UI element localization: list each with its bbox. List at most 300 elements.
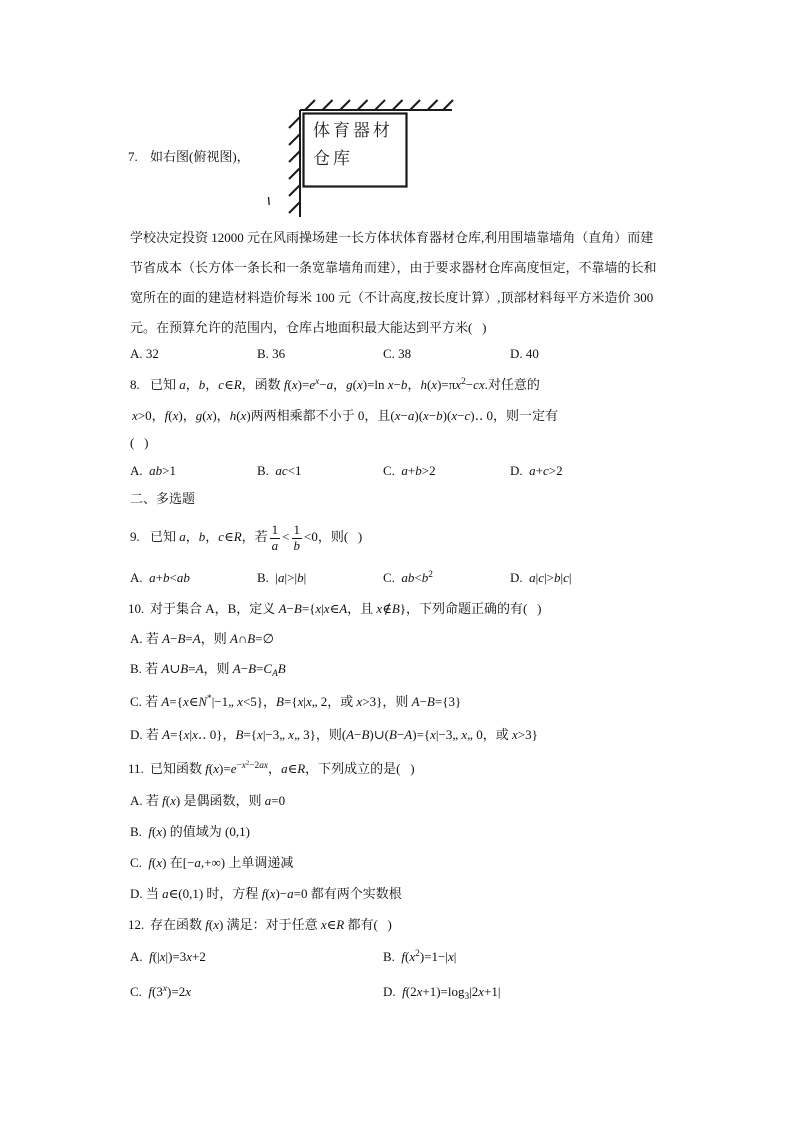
text-run: D. [510,570,530,585]
math-variable: A [272,668,278,679]
math-variable: g [195,408,203,423]
math-variable: a [179,377,186,392]
math-variable: x [213,917,220,932]
math-variable: x [387,377,394,392]
question-12-option-a [130,947,206,967]
text-run: − [236,760,242,771]
question-11-number: 11. [128,761,144,776]
math-variable: x [288,727,295,742]
math-variable: b [421,570,429,585]
math-variable: B [235,727,244,742]
text-run: ∈ [326,917,337,932]
math-variable: b [198,529,206,544]
math-variable: x [305,694,312,709]
math-variable: b [198,377,206,392]
text-run: ) 的值域为 (0,1) [162,824,250,839]
question-12-option-c [130,982,191,1002]
math-variable: a [149,570,156,585]
text-run: ‥ 0}， [197,727,236,742]
fraction-numerator [270,523,281,539]
question-11-option-d [130,884,402,904]
text-run: | [535,570,539,585]
math-variable: B [293,601,302,616]
text-run: B. [130,824,149,839]
text-run: * [207,693,212,704]
question-11-option-b [130,822,250,842]
text-run: )=π [437,377,456,392]
text-run: D. 若 [130,727,163,742]
stray-tick-mark [269,197,270,205]
math-variable: x [206,408,213,423]
text-run: )= [219,761,231,776]
text-run: ， [205,529,219,544]
text-run: = [185,631,193,646]
math-variable: x [240,408,247,423]
math-variable: B [277,661,286,676]
text-run: ) 满足：对于任意 [219,917,321,932]
math-variable: b [293,537,301,553]
text-run: |2 [469,984,479,999]
math-variable: x [315,601,322,616]
text-run: ) 在[− [162,855,195,870]
text-run: − [396,727,405,742]
question-12-option-b [383,947,456,967]
question-10-stem-text [150,601,541,616]
text-run: − [457,408,465,423]
text-run: ( ) [130,435,149,450]
text-run: ， [185,529,199,544]
text-run: „ 0，或 [467,727,512,742]
math-variable: x [416,984,423,999]
question-7-option-b: B. 36 [257,346,286,361]
question-8-option-d [510,461,563,481]
text-run: 已知 [150,377,180,392]
text-run: 2 [428,569,433,580]
math-variable: c [542,463,549,478]
text-run: B. [383,949,402,964]
text-run: < [169,570,177,585]
math-variable: a [281,761,288,776]
text-run: ( [168,408,173,423]
math-variable: x [409,949,416,964]
text-run: ∈ [329,601,340,616]
text-run: = [188,661,196,676]
text-run: ={ [170,727,184,742]
math-variable: f [402,984,406,999]
text-run: (2 [405,984,417,999]
text-run: − [400,408,408,423]
math-variable: a [326,377,334,392]
text-run: 1 [271,521,279,537]
question-10-option-b [130,659,286,679]
text-run: ( [405,949,410,964]
text-run: >3}，则 [362,694,412,709]
math-variable: x [159,949,166,964]
text-run: |)=3 [165,949,187,964]
math-variable: B [180,661,189,676]
text-run: 已知 [150,529,180,544]
text-run: ( [265,886,270,901]
text-run: ∈ [224,377,234,392]
text-run: ={3} [434,694,462,709]
text-run: ∪ [169,661,181,676]
math-variable: ab [149,463,163,478]
text-run: )， [212,408,230,423]
math-variable: x [315,376,320,387]
math-variable: x [511,727,518,742]
text-run: ( [236,408,241,423]
text-run: 对于集合 A，B，定义 [150,601,279,616]
text-run: |−3„ [262,727,289,742]
math-variable: b [400,377,408,392]
math-variable: A [411,694,420,709]
text-run: − [319,377,327,392]
math-variable: x [183,727,190,742]
text-run: <0，则( ) [304,529,363,544]
math-variable: f [148,824,153,839]
text-run: ，函数 [241,377,284,392]
text-run: +2 [192,949,206,964]
question-12-stem-text [150,917,392,932]
text-run: <5}， [242,694,277,709]
text-run: ( [208,917,214,932]
text-run: 2 [415,948,420,959]
math-variable: x [431,377,438,392]
math-variable: e [230,761,237,776]
math-variable: x [320,917,327,932]
math-variable: A [162,727,171,742]
math-variable: h [420,377,427,392]
math-variable: ab [401,570,415,585]
math-variable: R [233,377,242,392]
text-run: ={ [283,694,298,709]
text-run: 存在函数 [150,917,206,932]
question-7-intro [128,147,250,167]
math-variable: x [451,408,458,423]
text-run: ( [165,793,171,808]
text-run: ( [152,824,157,839]
math-variable: x [172,408,179,423]
text-run: B. | [257,570,279,585]
math-variable: f [205,917,209,932]
text-run: )={ [412,727,431,742]
text-run: ( [202,408,207,423]
text-run: |−1„ [211,694,238,709]
math-variable: x [423,408,429,423]
text-run: 1 [293,521,301,537]
text-run: ( [426,377,432,392]
question-7-body-line-2: 节省成本（长方体一条长和一条宽靠墙角而建），由于要求器材仓库高度恒定，不靠墙的长和 [130,260,657,275]
text-run: )( [442,408,452,423]
math-variable: x [156,824,163,839]
text-run: }，下列命题正确的有( ) [399,601,542,616]
math-variable: b [436,408,443,423]
math-variable: x [156,855,163,870]
text-run: ={ [301,601,316,616]
text-run: ( [352,377,357,392]
text-run: >2 [548,463,563,478]
math-variable: c [218,529,225,544]
question-7-number: 7. [128,149,138,164]
math-variable: B [426,694,435,709]
text-run: ，且 [347,601,377,616]
math-variable: A [346,727,355,742]
text-run: )=1−| [419,949,448,964]
question-7-body-line-4: 元。在预算允许的范围内，仓库占地面积最大能达到平方米( ) [130,320,487,335]
math-variable: x [455,377,462,392]
text-run: |>| [284,570,298,585]
text-run: >1 [162,463,176,478]
math-variable: x [162,983,168,994]
question-8-option-b [257,461,302,481]
text-run: ，若 [241,529,268,544]
math-variable: A [195,661,204,676]
math-variable: f [261,886,266,901]
text-run: − [240,661,249,676]
question-7-body-line-1: 学校决定投资 12000 元在风雨操场建一长方体状体育器材仓库,利用围墙靠墙角（直角）而建 [130,230,654,245]
text-run: ∈(0,1) 时，方程 [168,886,262,901]
math-variable: x [356,694,363,709]
question-8-option-a [130,461,176,481]
math-variable: a [162,886,169,901]
math-variable: B [177,631,186,646]
text-run: ={ [243,727,258,742]
text-run: )=2 [167,984,186,999]
math-variable: x [461,727,468,742]
math-variable: A [404,727,413,742]
question-12-option-d [383,982,501,1002]
question-10-option-a [130,629,274,649]
text-run: A. [130,949,150,964]
text-run: | [560,570,564,585]
math-variable: ac [275,463,288,478]
text-run: (3 [152,984,163,999]
text-run: D. 当 [130,886,163,901]
math-variable: cx [473,377,485,392]
text-run: >2 [421,463,436,478]
question-10-number: 10. [128,601,145,616]
math-variable: B [391,601,400,616]
math-variable: ax [259,760,269,771]
math-variable: f [148,984,153,999]
warehouse-label-line-1: 体育器材 [313,121,393,141]
text-run: (| [152,949,160,964]
question-11-option-a [130,791,285,811]
text-run: <1 [287,463,302,478]
text-run: „ 2，或 [311,694,357,709]
math-variable: A [192,631,201,646]
text-run: )= [297,377,310,392]
text-run: − [428,408,437,423]
math-variable: x [213,761,220,776]
text-run: ) 是偶函数，则 [175,793,265,808]
text-run: )‥ 0，则一定有 [470,408,558,423]
top-wall-hatching [305,100,453,110]
superscript [428,570,433,580]
text-run: − [465,377,474,392]
math-variable: x [170,793,176,808]
fraction [270,523,281,554]
math-variable: x [430,727,436,742]
text-run: − [170,631,178,646]
left-wall-hatching [289,117,300,213]
text-run: ( [208,761,214,776]
text-run: D. [510,463,530,478]
math-variable: a [401,463,408,478]
math-variable: x [257,727,263,742]
text-run: A. 若 [130,631,163,646]
text-run: ,+∞) 上单调递减 [200,855,294,870]
math-variable: A [232,661,241,676]
math-variable: x [394,408,401,423]
math-variable: x [478,984,485,999]
question-10-stem [128,599,541,619]
math-variable: A [229,631,238,646]
question-8-stem-text-1 [150,377,540,392]
math-variable: x [192,727,198,742]
text-run: |> [544,570,554,585]
math-variable: x [237,694,243,709]
text-run: C. [130,984,149,999]
section-title-multiple-choice: 二、多选题 [130,491,196,506]
text-run: B. 若 [130,661,162,676]
text-run: | [568,570,572,585]
text-run: = [256,661,264,676]
text-run: ={ [169,694,183,709]
math-variable: B [276,694,284,709]
text-run: ∩ [237,631,248,646]
text-run: + [155,570,163,585]
warehouse-label-line-2: 仓库 [313,149,353,169]
math-variable: x [132,408,138,423]
text-run: C. [383,570,402,585]
math-variable: f [164,408,169,423]
math-variable: b [553,570,561,585]
question-9-option-c [383,568,433,588]
question-8-stem-line-2 [132,406,558,426]
text-run: − [419,694,427,709]
math-variable: f [162,793,166,808]
question-10-option-d [130,725,538,745]
text-run: < [414,570,422,585]
text-run: + [535,463,543,478]
question-9-option-a [130,568,190,588]
text-run: „ 3}，则( [294,727,347,742]
math-variable: B [388,727,397,742]
math-variable: f [149,949,153,964]
math-variable: f [148,855,153,870]
text-run: | [303,570,307,585]
text-run: C. 若 [130,694,162,709]
text-run: − [354,727,362,742]
math-variable: b [162,570,170,585]
text-run: ，则 [203,661,233,676]
text-run: =0 [271,793,286,808]
text-run: ∉ [382,601,392,616]
question-7-option-d: D. 40 [510,346,539,361]
text-run: =0 都有两个实数根 [293,886,402,901]
text-run: | [303,694,306,709]
superscript [236,761,268,771]
math-variable: C [263,661,273,676]
question-8-number: 8. [130,377,140,392]
math-variable: c [563,570,569,585]
text-run: D. [383,984,403,999]
math-variable: c [464,408,471,423]
math-variable: x [241,760,246,771]
text-run: >3} [517,727,538,742]
math-variable: A [161,661,170,676]
math-variable: x [447,949,454,964]
text-run: ， [333,377,347,392]
question-11-option-c [130,853,293,873]
text-run: 都有( ) [344,917,392,932]
text-run: 已知函数 [150,761,206,776]
text-run: 2 [245,759,250,767]
text-run: − [393,377,401,392]
math-variable: A [161,694,170,709]
question-9-option-b [257,568,306,588]
text-run: )， [178,408,196,423]
text-run: )− [275,886,288,901]
question-7-option-c: C. 38 [383,346,412,361]
math-variable: A [278,601,287,616]
question-9-number: 9. [130,529,140,544]
text-run: ( [287,377,292,392]
text-run: ，下列成立的是( ) [305,761,415,776]
text-run: ∈ [188,694,199,709]
warehouse-top-view-figure [260,95,455,220]
math-variable: ab [176,570,190,585]
text-run: ∈ [224,529,234,544]
question-12-number: 12. [128,917,145,932]
fraction [292,523,303,554]
text-run: ， [205,377,219,392]
text-run: + [407,463,416,478]
math-variable: x [376,601,383,616]
math-variable: c [218,377,225,392]
math-variable: x [291,377,298,392]
math-variable: a [264,793,272,808]
question-8-option-c [383,461,436,481]
math-variable: f [401,949,406,964]
math-variable: A [162,631,171,646]
text-run: =∅ [255,631,274,646]
math-variable: b [297,570,304,585]
question-7-body-line-3: 宽所在的面的建造材料造价每米 100 元（不计高度,按长度计算）,顶部材料每平方米造价 300 [130,290,654,305]
text-run: 3 [464,991,470,1002]
text-run: .对任意的 [484,377,540,392]
text-run: )两两相乘都不小于 0，且( [246,408,395,423]
text-run: ， [268,761,282,776]
question-12-stem [128,915,392,935]
math-variable: a [287,886,294,901]
math-variable: c [538,570,545,585]
text-run: >0， [137,408,165,423]
fraction-numerator [292,523,303,539]
text-run: < [282,529,290,544]
text-run: +1| [484,984,501,999]
math-variable: a [179,529,186,544]
question-9-option-d [510,568,571,588]
text-run: B. [257,463,276,478]
text-run: +1)=log [422,984,465,999]
math-variable: x [356,377,363,392]
math-variable: a [194,855,201,870]
question-9-stem [130,519,362,555]
math-variable: a [271,537,279,553]
question-11-stem [128,759,415,779]
